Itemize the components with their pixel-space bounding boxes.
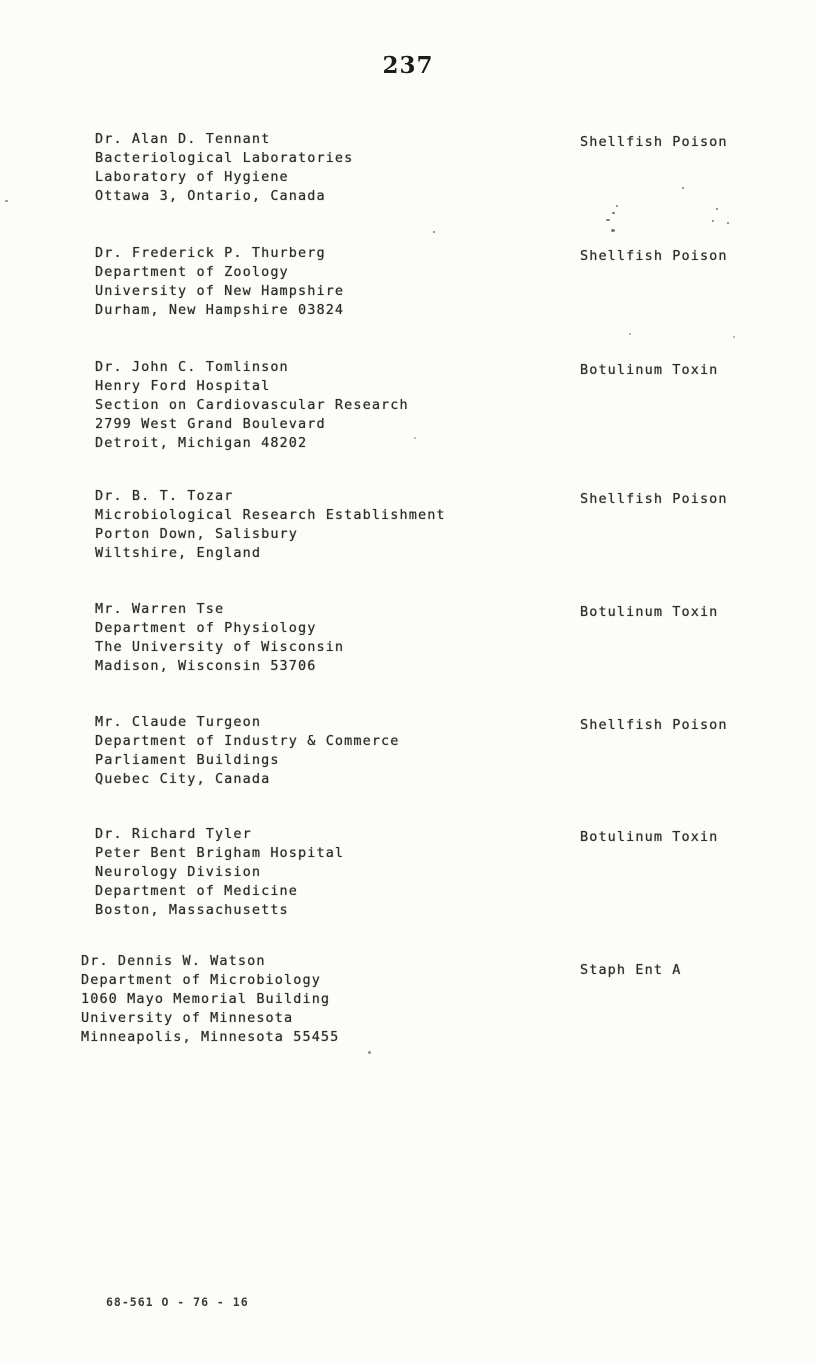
entry-address [81,952,551,1047]
entry-topic: Botulinum Toxin [580,362,719,378]
entry-topic: Staph Ent A [580,962,682,978]
address-line: Dr. Dennis W. Watson [81,953,266,969]
address-line: Department of Medicine [95,883,299,899]
address-line: Minneapolis, Minnesota 55455 [81,1029,340,1045]
address-line: Dr. John C. Tomlinson [95,359,289,375]
address-line: Bacteriological Laboratories [95,150,354,166]
address-line: Quebec City, Canada [95,771,271,787]
address-line: Section on Cardiovascular Research [95,397,409,413]
entry-address [95,358,565,453]
address-line: Department of Microbiology [81,972,321,988]
address-line: Dr. Richard Tyler [95,826,252,842]
entry-address [95,244,565,320]
address-line: Boston, Massachusetts [95,902,289,918]
address-line: University of New Hampshire [95,283,345,299]
print-code: 68-561 O - 76 - 16 [106,1295,249,1309]
address-line: Dr. Frederick P. Thurberg [95,245,326,261]
scan-noise [368,1051,371,1054]
address-line: Laboratory of Hygiene [95,169,289,185]
scan-noise [629,333,631,335]
address-line: Department of Industry & Commerce [95,733,400,749]
entry-topic: Shellfish Poison [580,134,728,150]
entry-address [95,825,565,920]
address-line: Wiltshire, England [95,545,262,561]
address-line: Henry Ford Hospital [95,378,271,394]
entry-topic: Shellfish Poison [580,491,728,507]
scan-noise [716,208,718,210]
entry-topic: Shellfish Poison [580,248,728,264]
scan-noise [414,437,416,439]
scan-noise [5,200,8,202]
entry-topic: Shellfish Poison [580,717,728,733]
address-line: Ottawa 3, Ontario, Canada [95,188,326,204]
scan-noise [616,205,618,207]
address-line: Peter Bent Brigham Hospital [95,845,345,861]
entry-topic: Botulinum Toxin [580,604,719,620]
address-line: Neurology Division [95,864,262,880]
scan-noise [733,336,735,338]
entry-address [95,600,565,676]
entry-address [95,130,565,206]
address-line: 2799 West Grand Boulevard [95,416,326,432]
entry-address [95,487,565,563]
entry-address [95,713,565,789]
address-line: Department of Zoology [95,264,289,280]
address-line: Dr. Alan D. Tennant [95,131,271,147]
address-line: Department of Physiology [95,620,317,636]
scan-noise [433,231,435,233]
address-line: Microbiological Research Establishment [95,507,446,523]
scan-noise [606,219,610,221]
address-line: University of Minnesota [81,1010,294,1026]
address-line: The University of Wisconsin [95,639,345,655]
address-line: Detroit, Michigan 48202 [95,435,308,451]
address-line: Mr. Claude Turgeon [95,714,262,730]
address-line: Porton Down, Salisbury [95,526,299,542]
address-line: Dr. B. T. Tozar [95,488,234,504]
entry-topic: Botulinum Toxin [580,829,719,845]
scan-noise [612,212,616,215]
address-line: Mr. Warren Tse [95,601,225,617]
address-line: 1060 Mayo Memorial Building [81,991,331,1007]
scan-noise [712,220,714,222]
scan-noise [682,187,684,189]
page-number: 237 [382,52,434,79]
scan-noise [727,222,729,224]
address-line: Parliament Buildings [95,752,280,768]
scan-noise [611,229,615,232]
address-line: Durham, New Hampshire 03824 [95,302,345,318]
address-line: Madison, Wisconsin 53706 [95,658,317,674]
